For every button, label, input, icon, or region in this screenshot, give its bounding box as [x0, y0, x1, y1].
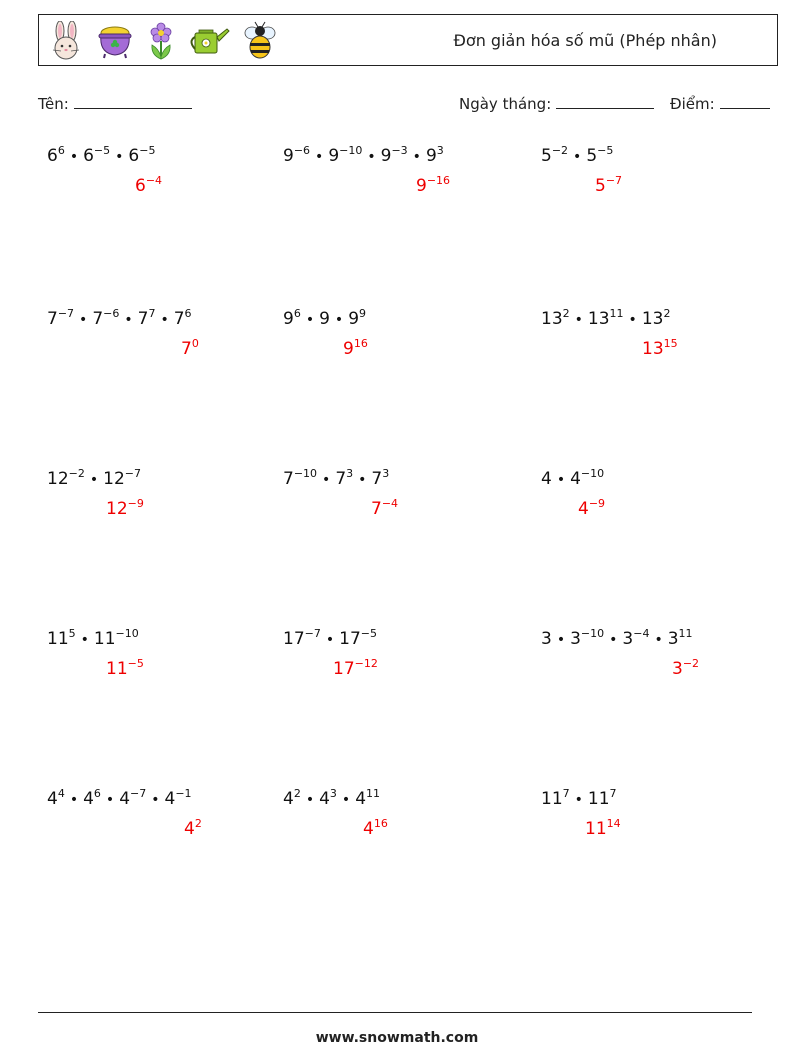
answer-base: 13 [642, 339, 664, 359]
multiply-dot: • [556, 632, 566, 648]
problem-item [47, 309, 277, 389]
header-box [38, 14, 778, 66]
term-exponent: 9 [359, 307, 367, 320]
term-base: 5 [541, 146, 552, 166]
answer [585, 819, 621, 839]
answer [184, 819, 202, 839]
multiply-dot: • [358, 472, 367, 488]
answer-base: 11 [585, 819, 607, 839]
problem-expression [47, 146, 155, 166]
multiply-dot: • [341, 792, 351, 808]
multiply-dot: • [69, 149, 79, 165]
term-base: 4 [541, 469, 552, 489]
problem-item [541, 629, 771, 709]
answer-base: 9 [416, 176, 427, 196]
answer [106, 499, 144, 519]
term-base: 11 [587, 789, 610, 809]
answer-base: 6 [135, 176, 146, 196]
problem-expression [47, 469, 141, 489]
answer-base: 4 [184, 819, 195, 839]
term-exponent: −10 [115, 627, 139, 640]
term-base: 7 [371, 469, 383, 489]
answer-base: 5 [595, 176, 606, 196]
multiply-dot: • [160, 312, 169, 328]
multiply-dot: • [412, 149, 421, 165]
term-exponent: −2 [551, 144, 569, 157]
answer-base: 12 [106, 499, 128, 519]
answer-base: 4 [578, 499, 589, 519]
answer-base: 9 [343, 339, 354, 359]
multiply-dot: • [556, 472, 566, 488]
problem-item [283, 146, 513, 226]
score-blank[interactable] [720, 94, 770, 109]
answer [416, 176, 450, 196]
term-base: 9 [283, 146, 294, 166]
term-exponent: −7 [57, 307, 75, 320]
multiply-dot: • [654, 632, 663, 648]
term-base: 6 [128, 146, 140, 166]
term-base: 12 [47, 469, 69, 489]
answer-exponent: −4 [145, 174, 163, 187]
date-label: Ngày tháng: [459, 95, 552, 113]
term-exponent: −7 [130, 787, 147, 800]
term-exponent: 7 [609, 787, 617, 800]
answer-exponent: −5 [127, 657, 144, 670]
multiply-dot: • [124, 312, 133, 328]
multiply-dot: • [574, 792, 583, 808]
term-exponent: −10 [293, 467, 318, 480]
term-base: 4 [47, 789, 58, 809]
term-exponent: −6 [293, 144, 311, 157]
problem-expression [47, 309, 192, 329]
term-exponent: −1 [175, 787, 192, 800]
name-label: Tên: [38, 95, 69, 113]
term-exponent: 11 [609, 307, 624, 320]
problem-expression [541, 629, 693, 649]
term-exponent: −10 [580, 467, 605, 480]
term-base: 9 [319, 309, 330, 329]
answer [578, 499, 605, 519]
term-base: 4 [319, 789, 330, 809]
term-base: 9 [380, 146, 392, 166]
term-exponent: 3 [329, 787, 337, 800]
term-exponent: −10 [580, 627, 605, 640]
term-base: 7 [335, 469, 347, 489]
problem-item [541, 309, 771, 389]
term-exponent: 7 [562, 787, 570, 800]
term-exponent: −2 [68, 467, 85, 480]
problem-item [47, 789, 277, 869]
term-exponent: 2 [562, 307, 570, 320]
term-base: 13 [541, 309, 563, 329]
multiply-dot: • [305, 792, 315, 808]
answer-base: 11 [106, 659, 128, 679]
problem-expression [541, 146, 613, 166]
term-base: 13 [587, 309, 610, 329]
answer-base: 17 [333, 659, 355, 679]
problem-expression [283, 469, 389, 489]
term-base: 4 [570, 469, 581, 489]
term-exponent: 6 [57, 144, 65, 157]
answer-exponent: 14 [606, 817, 621, 830]
score-field [670, 94, 770, 113]
problem-item [47, 146, 277, 226]
answer [135, 176, 162, 196]
answer-exponent: −7 [605, 174, 623, 187]
multiply-dot: • [69, 792, 79, 808]
term-exponent: −5 [360, 627, 377, 640]
answer-exponent: 2 [194, 817, 202, 830]
term-exponent: 2 [663, 307, 671, 320]
problem-item [283, 469, 513, 549]
footer-url: www.snowmath.com [315, 1030, 479, 1046]
date-blank[interactable] [556, 94, 654, 109]
term-base: 9 [425, 146, 437, 166]
multiply-dot: • [115, 149, 124, 165]
term-base: 3 [667, 629, 679, 649]
problem-expression [283, 629, 377, 649]
multiply-dot: • [315, 149, 324, 165]
term-exponent: −4 [633, 627, 650, 640]
worksheet-title: Đơn giản hóa số mũ (Phép nhân) [453, 31, 717, 50]
answer [363, 819, 388, 839]
multiply-dot: • [305, 312, 315, 328]
problem-expression [541, 469, 604, 489]
term-exponent: 6 [93, 787, 101, 800]
problem-item [541, 146, 771, 226]
term-base: 4 [355, 789, 367, 809]
term-base: 17 [339, 629, 361, 649]
term-exponent: 4 [57, 787, 65, 800]
multiply-dot: • [322, 472, 331, 488]
term-exponent: −7 [124, 467, 141, 480]
problem-item [541, 789, 771, 869]
term-base: 7 [47, 309, 58, 329]
term-exponent: 2 [293, 787, 301, 800]
problem-expression [283, 789, 380, 809]
problem-item [283, 309, 513, 389]
problem-expression [47, 789, 192, 809]
term-exponent: 6 [184, 307, 192, 320]
term-base: 6 [83, 146, 94, 166]
term-exponent: −6 [103, 307, 120, 320]
multiply-dot: • [628, 312, 637, 328]
answer [181, 339, 199, 359]
multiply-dot: • [325, 632, 335, 648]
multiply-dot: • [334, 312, 344, 328]
answer-base: 7 [181, 339, 192, 359]
multiply-dot: • [79, 312, 88, 328]
answer-base: 7 [371, 499, 382, 519]
bee-icon [239, 21, 281, 61]
flower-icon [143, 21, 179, 61]
answer-exponent: −16 [426, 174, 451, 187]
multiply-dot: • [573, 149, 582, 165]
term-base: 11 [93, 629, 116, 649]
term-base: 6 [47, 146, 58, 166]
term-exponent: 7 [148, 307, 156, 320]
answer [106, 659, 144, 679]
answer [333, 659, 378, 679]
term-exponent: −10 [339, 144, 363, 157]
answer-base: 3 [672, 659, 683, 679]
multiply-dot: • [574, 312, 583, 328]
term-exponent: −5 [93, 144, 111, 157]
term-base: 3 [570, 629, 581, 649]
term-exponent: −3 [391, 144, 408, 157]
problem-expression [541, 789, 617, 809]
answer [672, 659, 699, 679]
answer-exponent: −4 [381, 497, 399, 510]
term-exponent: 3 [346, 467, 354, 480]
answer-exponent: 0 [191, 337, 199, 350]
term-exponent: 5 [68, 627, 76, 640]
icon-strip [45, 21, 281, 61]
problem-item [47, 469, 277, 549]
answer-base: 4 [363, 819, 374, 839]
date-field [459, 94, 654, 113]
problem-expression [47, 629, 139, 649]
term-base: 11 [47, 629, 69, 649]
term-base: 9 [348, 309, 360, 329]
term-base: 13 [641, 309, 664, 329]
rabbit-icon [45, 21, 87, 61]
answer [595, 176, 622, 196]
problem-item [47, 629, 277, 709]
watering-can-icon [187, 21, 231, 61]
term-exponent: 11 [678, 627, 693, 640]
answer-exponent: −2 [682, 657, 700, 670]
problem-expression [283, 309, 366, 329]
term-base: 17 [283, 629, 305, 649]
answer-exponent: 16 [353, 337, 368, 350]
answer-exponent: −9 [127, 497, 144, 510]
answer [343, 339, 368, 359]
term-base: 4 [164, 789, 176, 809]
term-base: 9 [328, 146, 340, 166]
term-exponent: 3 [436, 144, 444, 157]
footer-divider [38, 1012, 752, 1013]
term-base: 5 [586, 146, 598, 166]
answer-exponent: −9 [588, 497, 606, 510]
problem-item [541, 469, 771, 549]
term-exponent: −7 [304, 627, 321, 640]
answer-exponent: −12 [354, 657, 378, 670]
term-base: 7 [137, 309, 149, 329]
multiply-dot: • [80, 632, 89, 648]
term-base: 7 [173, 309, 185, 329]
multiply-dot: • [105, 792, 115, 808]
term-exponent: −5 [139, 144, 156, 157]
multiply-dot: • [151, 792, 160, 808]
answer-exponent: 15 [663, 337, 678, 350]
problem-item [283, 789, 513, 869]
term-base: 7 [283, 469, 294, 489]
pot-of-gold-icon [95, 21, 135, 61]
term-base: 11 [541, 789, 563, 809]
problem-expression [283, 146, 444, 166]
multiply-dot: • [609, 632, 618, 648]
term-base: 3 [541, 629, 552, 649]
problem-expression [541, 309, 670, 329]
term-base: 9 [283, 309, 294, 329]
answer [371, 499, 398, 519]
term-exponent: 6 [293, 307, 301, 320]
answer [642, 339, 678, 359]
answer-exponent: 16 [373, 817, 388, 830]
term-base: 4 [83, 789, 94, 809]
term-base: 3 [622, 629, 634, 649]
term-base: 4 [283, 789, 294, 809]
term-base: 12 [103, 469, 125, 489]
term-exponent: 11 [366, 787, 381, 800]
name-field [38, 94, 192, 113]
name-blank[interactable] [74, 94, 192, 109]
term-base: 7 [92, 309, 104, 329]
term-exponent: 3 [382, 467, 390, 480]
term-exponent: −5 [597, 144, 614, 157]
multiply-dot: • [89, 472, 99, 488]
multiply-dot: • [367, 149, 376, 165]
term-base: 4 [119, 789, 131, 809]
problem-item [283, 629, 513, 709]
score-label: Điểm: [670, 95, 715, 113]
